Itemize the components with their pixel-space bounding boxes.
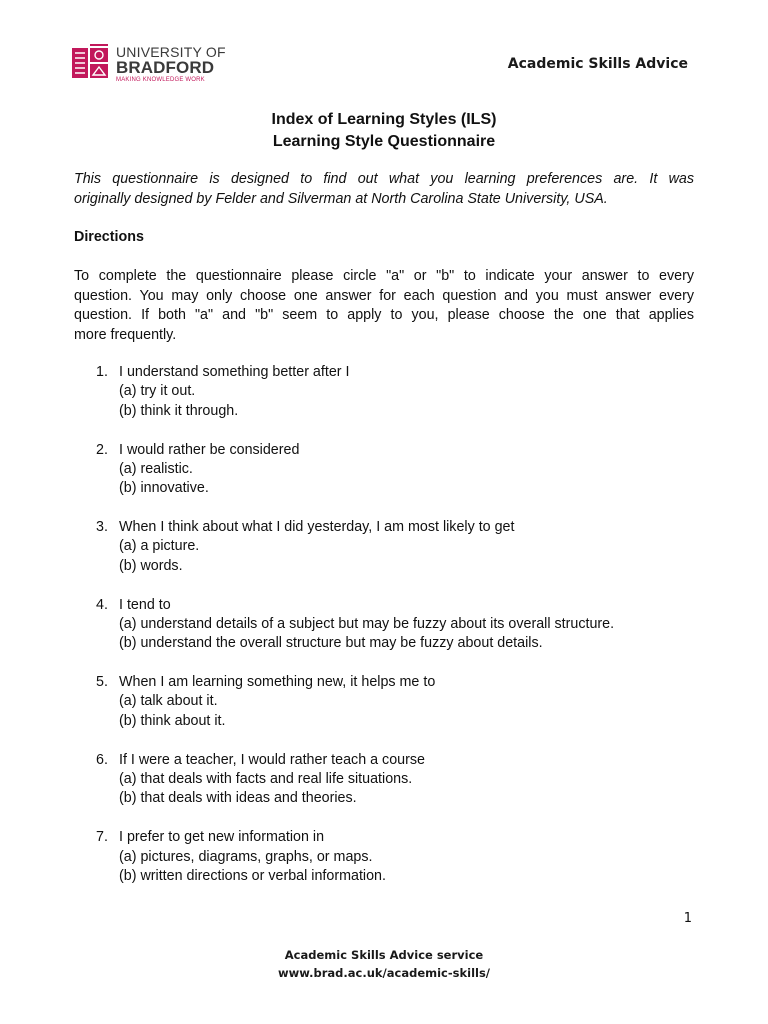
- question-number: 3.: [96, 519, 108, 536]
- question-item: [96, 751, 696, 809]
- question-number: 4.: [96, 596, 108, 613]
- question-text: If I were a teacher, I would rather teach a course: [119, 751, 425, 768]
- page-number: 1: [683, 911, 692, 926]
- question-item: [96, 596, 696, 654]
- question-number: 6.: [96, 751, 108, 768]
- question-list: [96, 363, 696, 906]
- question-number: 1.: [96, 364, 108, 380]
- question-number: 5.: [96, 674, 108, 691]
- intro-paragraph: [74, 170, 694, 209]
- question-text: When I think about what I did yesterday, I am most likely to get: [119, 519, 515, 536]
- directions-heading: Directions: [74, 229, 144, 245]
- university-crest-icon: [72, 44, 112, 82]
- question-item: [96, 363, 696, 421]
- question-text: I prefer to get new information in: [119, 829, 325, 846]
- answer-option-b[interactable]: (b) written directions or verbal information.: [119, 867, 386, 884]
- question-item: [96, 828, 696, 886]
- question-text: I tend to: [119, 596, 171, 613]
- answer-option-b[interactable]: (b) that deals with ideas and theories.: [119, 790, 357, 807]
- question-stem: [96, 673, 696, 692]
- title-line-2: Learning Style Questionnaire: [272, 133, 496, 150]
- university-logo: [72, 44, 262, 84]
- directions-line-1: To complete the questionnaire please circle "a" or "b" to indicate your answer to every: [74, 268, 694, 284]
- answer-option-a[interactable]: (a) that deals with facts and real life situations.: [119, 770, 413, 787]
- directions-line-3: question. If both "a" and "b" seem to apply to you, please choose the one that applies: [74, 307, 694, 323]
- question-stem: [96, 363, 696, 382]
- answer-option-a[interactable]: (a) talk about it.: [119, 693, 218, 710]
- question-text: I understand something better after I: [119, 364, 350, 380]
- directions-line-4: more frequently.: [74, 326, 177, 343]
- answer-option-b[interactable]: (b) words.: [119, 557, 183, 574]
- directions-paragraph: [74, 267, 694, 345]
- question-text: I would rather be considered: [119, 441, 300, 458]
- answer-option-b[interactable]: (b) understand the overall structure but may be fuzzy about details.: [119, 635, 543, 652]
- intro-line-2: originally designed by Felder and Silverman at North Carolina State University, USA.: [74, 190, 608, 207]
- answer-option-a[interactable]: (a) pictures, diagrams, graphs, or maps.: [119, 848, 373, 865]
- question-stem: [96, 596, 696, 615]
- question-number: 2.: [96, 441, 108, 458]
- answer-option-a[interactable]: (a) a picture.: [119, 538, 200, 555]
- question-stem: [96, 751, 696, 770]
- title-line-1: Index of Learning Styles (ILS): [271, 111, 497, 128]
- answer-option-a[interactable]: (a) realistic.: [119, 460, 193, 477]
- directions-line-2: question. You may only choose one answer for each question and you must answer every: [74, 287, 694, 304]
- question-item: [96, 441, 696, 499]
- header-service-label: Academic Skills Advice: [507, 56, 688, 72]
- question-text: When I am learning something new, it helps me to: [119, 674, 436, 691]
- question-stem: [96, 518, 696, 537]
- answer-option-a[interactable]: (a) try it out.: [119, 383, 196, 400]
- answer-option-b[interactable]: (b) think about it.: [119, 712, 226, 729]
- logo-line-2: BRADFORD: [116, 58, 215, 77]
- intro-line-1: This questionnaire is designed to find out what you learning preferences are. It was: [74, 171, 694, 187]
- footer-service-name: Academic Skills Advice service: [284, 948, 484, 962]
- answer-option-b[interactable]: (b) think it through.: [119, 402, 239, 419]
- question-stem: [96, 828, 696, 847]
- page-title: [0, 109, 768, 153]
- question-item: [96, 518, 696, 576]
- logo-tagline: MAKING KNOWLEDGE WORK: [116, 77, 205, 83]
- answer-option-a[interactable]: (a) understand details of a subject but may be fuzzy about its overall structure.: [119, 615, 615, 632]
- logo-text: [116, 44, 226, 83]
- answer-option-b[interactable]: (b) innovative.: [119, 480, 209, 497]
- page-footer: [0, 946, 768, 982]
- logo-line-1: UNIVERSITY OF: [116, 44, 226, 60]
- question-stem: [96, 441, 696, 460]
- question-number: 7.: [96, 829, 108, 846]
- footer-url-link[interactable]: www.brad.ac.uk/academic-skills/: [278, 966, 490, 980]
- question-item: [96, 673, 696, 731]
